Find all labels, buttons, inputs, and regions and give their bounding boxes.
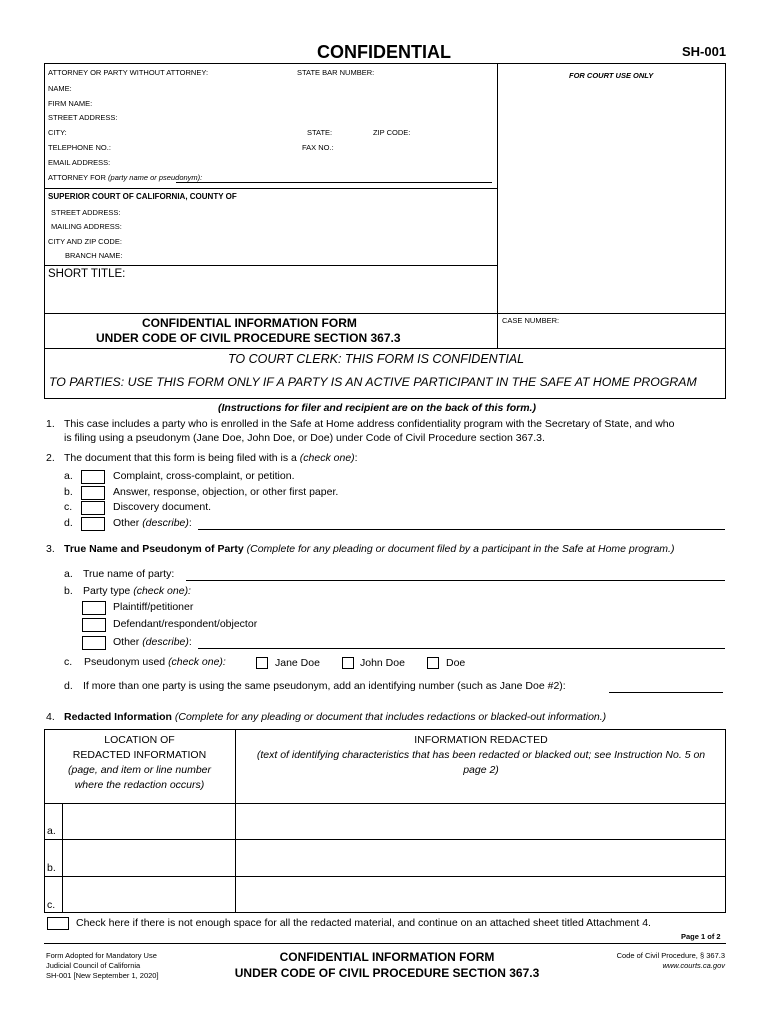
- item3-a-letter: a.: [64, 568, 73, 580]
- item2-c-letter: c.: [64, 501, 73, 513]
- attorney-for-line[interactable]: [176, 182, 492, 183]
- fax-label: FAX NO.:: [302, 143, 334, 152]
- attorney-label: ATTORNEY OR PARTY WITHOUT ATTORNEY:: [48, 68, 209, 77]
- party-plaintiff-label: Plaintiff/petitioner: [113, 601, 194, 613]
- item2-a-label: Complaint, cross-complaint, or petition.: [113, 470, 295, 482]
- item1-line2: is filing using a pseudonym (Jane Doe, John Doe, or Doe) under Code of Civil Procedure section 367.3.: [64, 432, 545, 444]
- more-space-checkbox[interactable]: [47, 917, 69, 930]
- item2-c-label: Discovery document.: [113, 501, 212, 513]
- item3-d-letter: d.: [64, 680, 73, 692]
- party-other-line[interactable]: [198, 648, 725, 649]
- item2-c-checkbox[interactable]: [81, 501, 105, 515]
- row-b-label: b.: [47, 862, 56, 874]
- short-title-label: SHORT TITLE:: [48, 268, 126, 280]
- col-location-header: LOCATION OF REDACTED INFORMATION (page, and item or line number where the redaction occurs): [68, 734, 211, 791]
- court-title: SUPERIOR COURT OF CALIFORNIA, COUNTY OF: [48, 192, 237, 201]
- form-title-line2: UNDER CODE OF CIVIL PROCEDURE SECTION 367.3: [96, 331, 401, 345]
- item1-line1: This case includes a party who is enrolled in the Safe at Home address confidentiality program with the Secretary of State, and who: [64, 418, 675, 430]
- pseudonym-jane-checkbox[interactable]: [256, 657, 268, 669]
- true-name-line[interactable]: [186, 580, 725, 581]
- pseudonym-john-label: John Doe: [360, 657, 405, 669]
- clerk-notice: TO COURT CLERK: THIS FORM IS CONFIDENTIAL: [228, 352, 525, 366]
- item2-text: The document that this form is being filed with is a (check one):: [64, 452, 358, 464]
- party-other-label: Other (describe):: [113, 636, 192, 648]
- email-label: EMAIL ADDRESS:: [48, 158, 111, 167]
- pseudonym-doe-label: Doe: [446, 657, 466, 669]
- pseudonym-john-checkbox[interactable]: [342, 657, 354, 669]
- row-a-info-cell[interactable]: [236, 804, 725, 839]
- footer-left: Form Adopted for Mandatory Use Judicial Council of California SH-001 [New September 1, 2020]: [46, 951, 159, 980]
- court-mailing-label: MAILING ADDRESS:: [51, 222, 122, 231]
- more-space-label: Check here if there is not enough space for all the redacted material, and continue on an attached sheet titled Attachment 4.: [76, 917, 651, 929]
- item2-other-line[interactable]: [198, 529, 725, 530]
- city-label: CITY:: [48, 128, 67, 137]
- item3-d-label: If more than one party is using the same pseudonym, add an identifying number (such as Jane Doe #2):: [83, 680, 566, 692]
- party-plaintiff-checkbox[interactable]: [82, 601, 106, 615]
- form-title-line1: CONFIDENTIAL INFORMATION FORM: [142, 316, 357, 330]
- item3-c-letter: c.: [64, 656, 73, 668]
- party-defendant-label: Defendant/respondent/objector: [113, 618, 258, 630]
- item2-b-letter: b.: [64, 486, 73, 498]
- page-number: Page 1 of 2: [681, 932, 721, 941]
- state-label: STATE:: [307, 128, 333, 137]
- row-c-location-cell[interactable]: [63, 877, 234, 912]
- court-branch-label: BRANCH NAME:: [65, 251, 123, 260]
- confidential-heading: CONFIDENTIAL: [317, 42, 451, 62]
- item3-b-label: Party type (check one):: [83, 585, 191, 597]
- row-b-info-cell[interactable]: [236, 840, 725, 876]
- identifying-number-line[interactable]: [609, 692, 723, 693]
- row-c-info-cell[interactable]: [236, 877, 725, 912]
- party-other-checkbox[interactable]: [82, 636, 106, 650]
- form-id: SH-001: [682, 44, 727, 59]
- court-street-label: STREET ADDRESS:: [51, 208, 121, 217]
- item4-heading: Redacted Information (Complete for any pleading or document that includes redactions or blacked-out information.): [64, 711, 607, 723]
- court-use-label: FOR COURT USE ONLY: [569, 71, 654, 80]
- item3-number: 3.: [46, 543, 55, 555]
- item2-a-letter: a.: [64, 470, 73, 482]
- item3-heading: True Name and Pseudonym of Party (Complete for any pleading or document filed by a participant in the Safe at Home program.): [64, 543, 675, 555]
- zip-label: ZIP CODE:: [373, 128, 411, 137]
- name-label: NAME:: [48, 84, 72, 93]
- item1-number: 1.: [46, 418, 55, 430]
- item3-c-label: Pseudonym used (check one):: [84, 656, 226, 668]
- item2-number: 2.: [46, 452, 55, 464]
- party-defendant-checkbox[interactable]: [82, 618, 106, 632]
- item4-number: 4.: [46, 711, 55, 723]
- case-number-label: CASE NUMBER:: [502, 316, 560, 325]
- firm-label: FIRM NAME:: [48, 99, 93, 108]
- attorney-for-label: ATTORNEY FOR (party name or pseudonym):: [48, 173, 203, 182]
- item2-d-label: Other (describe):: [113, 517, 192, 529]
- item2-d-letter: d.: [64, 517, 73, 529]
- phone-label: TELEPHONE NO.:: [48, 143, 111, 152]
- item3-b-letter: b.: [64, 585, 73, 597]
- street-label: STREET ADDRESS:: [48, 113, 118, 122]
- item3-a-label: True name of party:: [83, 568, 175, 580]
- item2-b-checkbox[interactable]: [81, 486, 105, 500]
- footer-rule: [44, 943, 726, 944]
- item2-a-checkbox[interactable]: [81, 470, 105, 484]
- pseudonym-jane-label: Jane Doe: [275, 657, 320, 669]
- courts-website-link[interactable]: www.courts.ca.gov: [662, 961, 725, 970]
- item2-b-label: Answer, response, objection, or other first paper.: [113, 486, 339, 498]
- row-a-location-cell[interactable]: [63, 804, 234, 839]
- footer-right: Code of Civil Procedure, § 367.3 www.courts.ca.gov: [560, 951, 725, 971]
- instructions-note: (Instructions for filer and recipient are on the back of this form.): [218, 402, 536, 414]
- col-redacted-header: INFORMATION REDACTED (text of identifying characteristics that has been redacted or blacked out; see Instruction No. 5 on page 2): [256, 734, 706, 776]
- footer-title: CONFIDENTIAL INFORMATION FORM UNDER CODE OF CIVIL PROCEDURE SECTION 367.3: [234, 950, 540, 980]
- pseudonym-doe-checkbox[interactable]: [427, 657, 439, 669]
- row-a-label: a.: [47, 825, 56, 837]
- court-city-label: CITY AND ZIP CODE:: [48, 237, 122, 246]
- parties-notice: TO PARTIES: USE THIS FORM ONLY IF A PARTY IS AN ACTIVE PARTICIPANT IN THE SAFE AT HOME PROGRAM: [49, 375, 697, 389]
- item2-d-checkbox[interactable]: [81, 517, 105, 531]
- row-c-label: c.: [47, 899, 56, 911]
- row-b-location-cell[interactable]: [63, 840, 234, 876]
- state-bar-label: STATE BAR NUMBER:: [297, 68, 375, 77]
